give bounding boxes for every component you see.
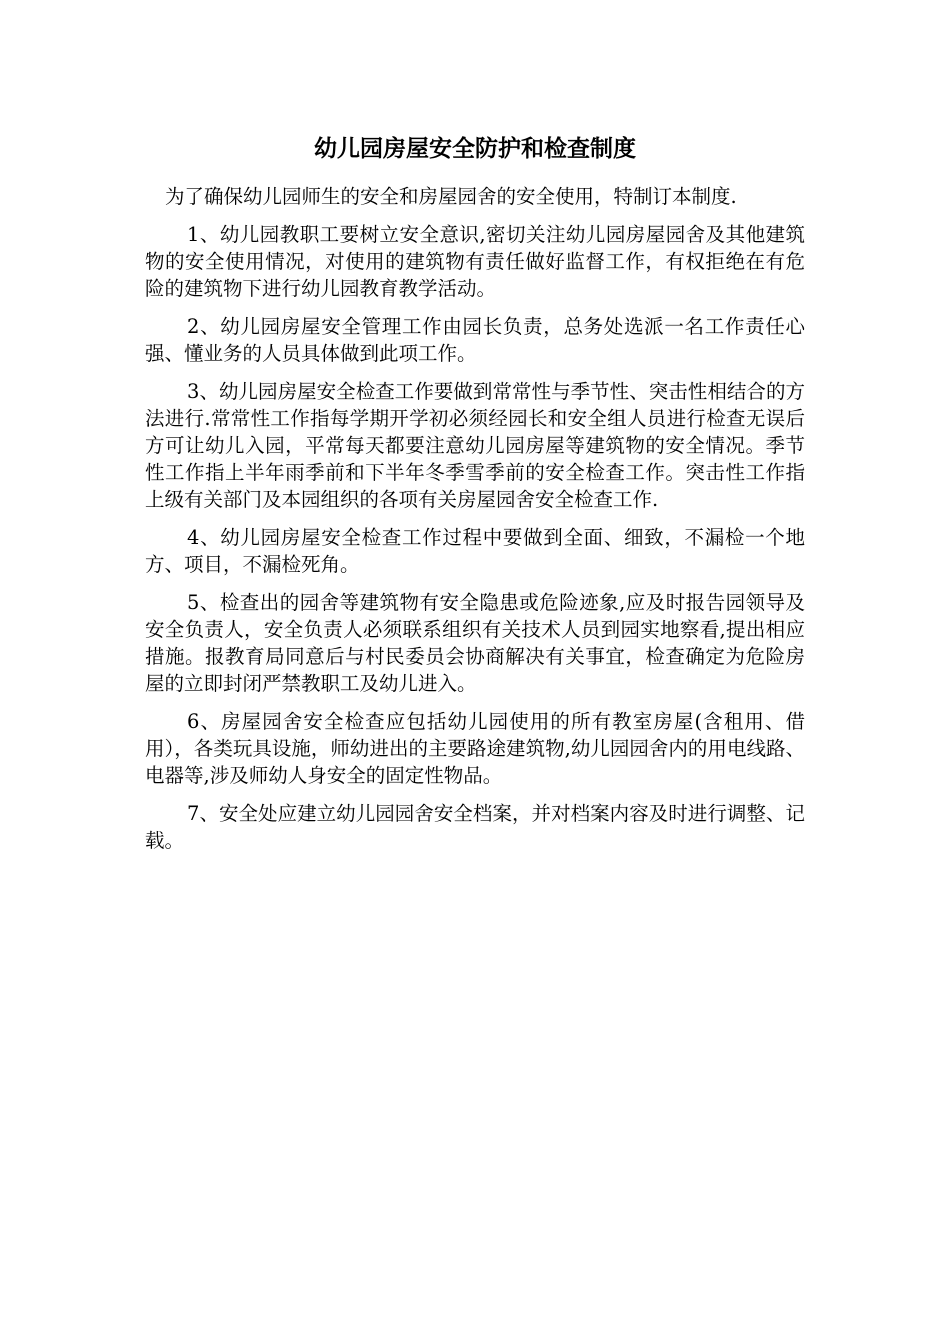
rule-paragraph-7: 7、安全处应建立幼儿园园舍安全档案，并对档案内容及时进行调整、记载。 — [145, 802, 805, 852]
document-title: 幼儿园房屋安全防护和检查制度 — [314, 136, 636, 162]
rule-paragraph-4: 4、幼儿园房屋安全检查工作过程中要做到全面、细致，不漏检一个地方、项目，不漏检死角。 — [145, 526, 805, 576]
intro-paragraph: 为了确保幼儿园师生的安全和房屋园舍的安全使用，特制订本制度. — [165, 185, 737, 208]
rule-paragraph-5: 5、检查出的园舍等建筑物有安全隐患或危险迹象,应及时报告园领导及安全负责人，安全负责人必须联系组织有关技术人员到园实地察看,提出相应措施。报教育局同意后与村民委员会协商解决有关事宜，检查确定为危险房屋的立即封闭严禁教职工及幼儿进入。 — [145, 591, 805, 695]
rule-paragraph-6: 6、房屋园舍安全检查应包括幼儿园使用的所有教室房屋(含租用、借用），各类玩具设施，师幼进出的主要路途建筑物,幼儿园园舍内的用电线路、电器等,涉及师幼人身安全的固定性物品。 — [145, 710, 805, 787]
rule-paragraph-1: 1、幼儿园教职工要树立安全意识,密切关注幼儿园房屋园舍及其他建筑物的安全使用情况，对使用的建筑物有责任做好监督工作，有权拒绝在有危险的建筑物下进行幼儿园教育教学活动。 — [145, 223, 805, 300]
document-body — [145, 183, 805, 865]
rule-paragraph-3: 3、幼儿园房屋安全检查工作要做到常常性与季节性、突击性相结合的方法进行.常常性工作指每学期开学初必须经园长和安全组人员进行检查无误后方可让幼儿入园，平常每天都要注意幼儿园房屋等建筑物的安全情况。季节性工作指上半年雨季前和下半年冬季雪季前的安全检查工作。突击性工作指上级有关部门及本园组织的各项有关房屋园舍安全检查工作. — [145, 380, 805, 511]
rule-paragraph-2: 2、幼儿园房屋安全管理工作由园长负责，总务处选派一名工作责任心强、懂业务的人员具体做到此项工作。 — [145, 315, 805, 365]
